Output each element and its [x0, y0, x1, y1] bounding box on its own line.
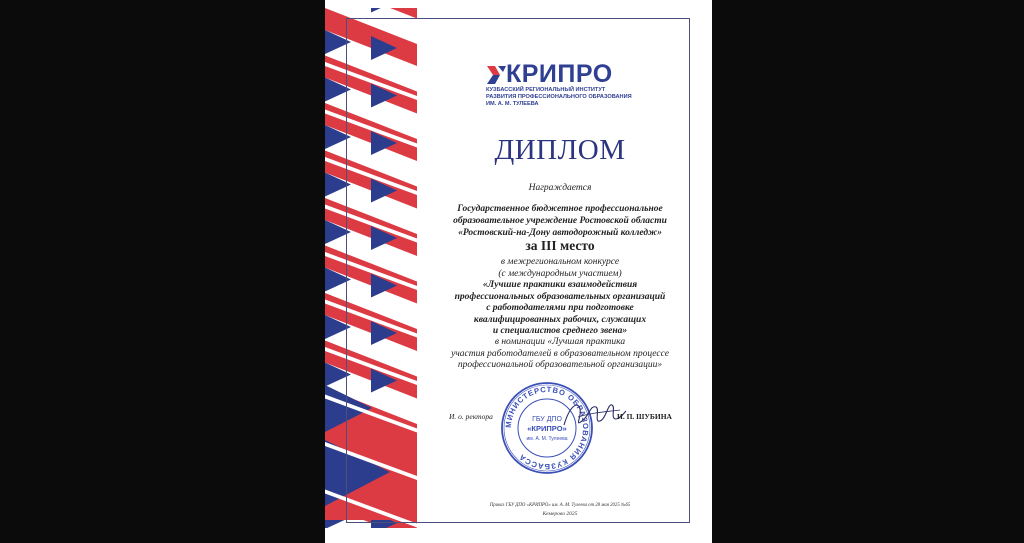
organization-name: Государственное бюджетное профессиональное образовательное учреждение Ростовской области «Ростовский-на-Дону автодорожный колледж»: [453, 204, 667, 238]
signatory-title: И. о. ректора: [449, 412, 493, 421]
contest-description: в межрегиональном конкурсе (с международным участием): [498, 257, 622, 279]
awarded-label: Награждается: [528, 183, 592, 193]
logo-subtitle: КУЗБАССКИЙ РЕГИОНАЛЬНЫЙ ИНСТИТУТ РАЗВИТИЯ ПРОФЕССИОНАЛЬНОГО ОБРАЗОВАНИЯ ИМ. А. М. ТУЛЕЕВА: [486, 87, 632, 107]
stamp-center-line-3: им. А. М. Тулеева: [526, 436, 568, 442]
diploma-title: ДИПЛОМ: [494, 134, 626, 166]
logo-wordmark: КРИПРО: [506, 60, 613, 88]
kripro-logo: [486, 60, 636, 125]
kripro-emblem-icon: [486, 63, 508, 85]
contest-title: «Лучшие практики взаимодействия профессиональных образовательных организаций с работодателями при подготовке квалифицированных рабочих, служащих и специалистов среднего звена»: [454, 280, 666, 336]
order-reference: Приказ ГБУ ДПО «КРИПРО» им. А. М. Тулеева от 28 мая 2025 №65: [489, 503, 631, 508]
stamp-center-line-1: ГБУ ДПО: [532, 416, 562, 423]
signatory-name: И. П. ШУБИНА: [617, 412, 672, 421]
nomination-text: в номинации «Лучшая практика участия работодателей в образовательном процессе профессиональной образовательной организации»: [451, 337, 669, 370]
stamp-center-line-2: «КРИПРО»: [527, 424, 567, 433]
award-place: за III место: [525, 238, 595, 253]
stamp-ring-text: МИНИСТЕРСТВО ОБРАЗОВАНИЯ КУЗБАССА: [503, 384, 591, 472]
city-year: Кемерово 2025: [542, 511, 578, 517]
